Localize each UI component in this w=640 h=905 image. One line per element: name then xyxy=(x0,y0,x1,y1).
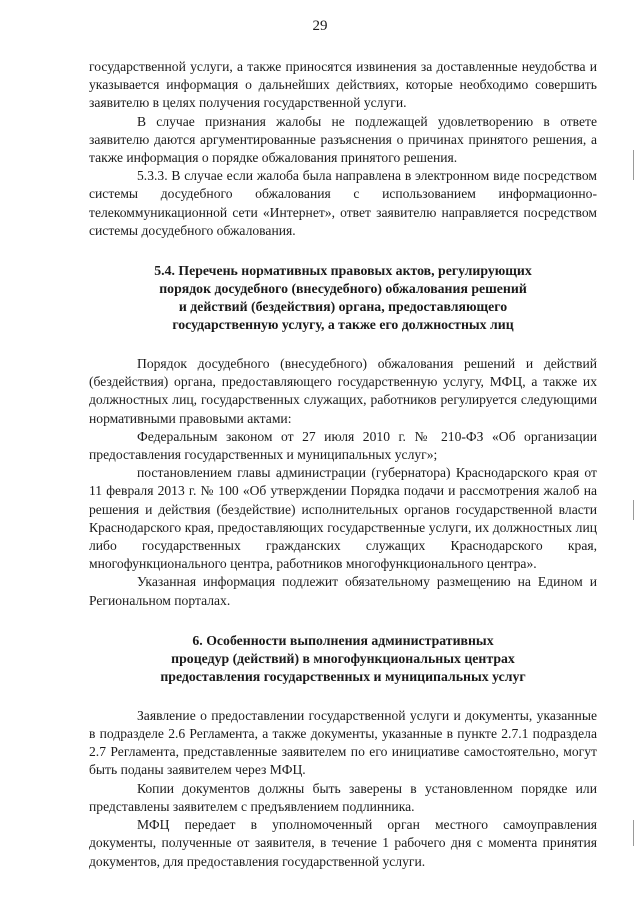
paragraph: Копии документов должны быть заверены в установленном порядке или представлены заявителем с предъявлением подлинника. xyxy=(89,780,597,814)
paragraph: Заявление о предоставлении государственной услуги и документы, указанные в подразделе 2.6 Регламента, а также документы, указанные в пункте 2.7.1 подраздела 2.7 Регламента, представленные заявителем по его инициативе самостоятельно, могут быть поданы заявителем через МФЦ. xyxy=(89,707,597,778)
document-body xyxy=(89,58,597,871)
paragraph: Порядок досудебного (внесудебного) обжалования решений и действий (бездействия) органа, предоставляющего государственную услугу, МФЦ, а также их должностных лиц, государственных служащих, работников регулируется следующими нормативными правовыми актами: xyxy=(89,356,597,426)
heading-line: порядок досудебного (внесудебного) обжалования решений xyxy=(159,281,527,297)
paragraph: В случае признания жалобы не подлежащей удовлетворению в ответе заявителю даются аргументированные разъяснения о причинах принятого решения, а также информация о порядке обжалования принятого решения. xyxy=(89,113,597,166)
page-number: 29 xyxy=(312,18,328,34)
section-heading-5-4 xyxy=(89,262,597,334)
heading-line: государственную услугу, а также его должностных лиц xyxy=(172,317,514,333)
scan-edge-mark xyxy=(633,150,634,180)
paragraph: МФЦ передает в уполномоченный орган местного самоуправления документы, полученные от заявителя, в течение 1 рабочего дня с момента принятия документов, для предоставления государственной услуги. xyxy=(89,817,597,869)
paragraph: Указанная информация подлежит обязательному размещению на Едином и Региональном порталах. xyxy=(89,574,597,608)
paragraph: государственной услуги, а также приносятся извинения за доставленные неудобства и указывается информация о дальнейших действиях, которые необходимо совершить заявителю в целях получения государственной услуги. xyxy=(89,59,597,111)
heading-line: и действий (бездействия) органа, предоставляющего xyxy=(178,299,508,315)
paragraph: 5.3.3. В случае если жалоба была направлена в электронном виде посредством системы досудебного обжалования с использованием информационно-телекоммуникационной сети «Интернет», ответ заявителю направляется посредством системы досудебного обжалования. xyxy=(89,168,597,238)
heading-line: процедур (действий) в многофункциональных центрах xyxy=(171,650,515,666)
scan-edge-mark xyxy=(633,820,634,846)
section-heading-6 xyxy=(89,632,597,686)
scan-edge-mark xyxy=(633,500,634,520)
paragraph: постановлением главы администрации (губернатора) Краснодарского края от 11 февраля 2013 г. № 100 «Об утверждении Порядка подачи и рассмотрения жалоб на решения и действия (бездействие) исполнительных органов государственной власти Краснодарского края, предоставляющих государственные услуги, их должностных лиц либо государственных гражданских служащих Краснодарского края, многофункционального центра, работников многофункционального центра». xyxy=(89,465,597,572)
paragraph: Федеральным законом от 27 июля 2010 г. № 210-ФЗ «Об организации предоставления государственных и муниципальных услуг»; xyxy=(89,428,597,463)
heading-line: 5.4. Перечень нормативных правовых актов, регулирующих xyxy=(154,263,532,279)
heading-line: предоставления государственных и муниципальных услуг xyxy=(160,668,526,684)
heading-line: 6. Особенности выполнения административных xyxy=(192,632,494,648)
